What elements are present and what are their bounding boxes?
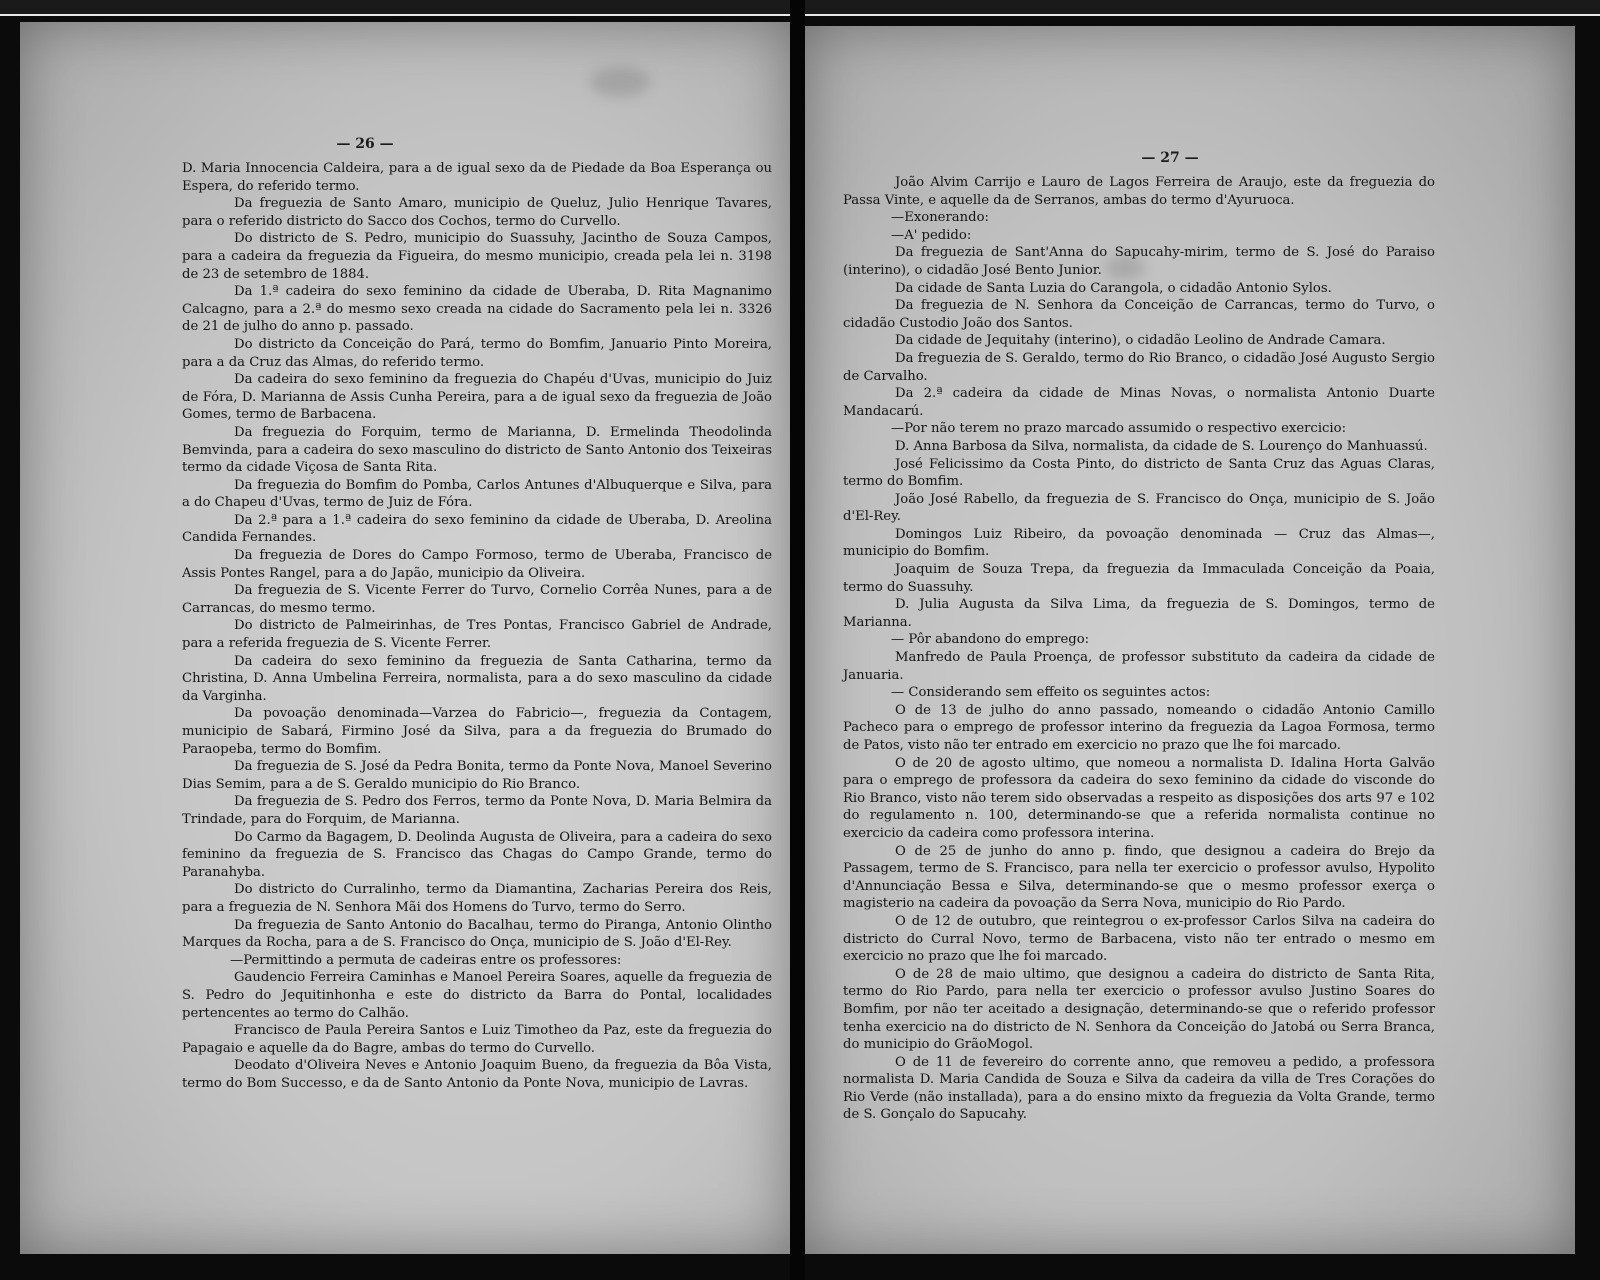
- paragraph: D. Maria Innocencia Caldeira, para a de igual sexo da de Piedade da Boa Esperança ou Espera, do referido termo.: [182, 161, 772, 194]
- paragraph: O de 20 de agosto ultimo, que nomeou a normalista D. Idalina Horta Galvão para o emprego de professora da cadeira do sexo feminino da cidade do visconde do Rio Branco, visto não terem sido observadas a respeito as disposições dos arts 97 e 102 do regulamento n. 100, determinando-se que a referida normalista continue no exercicio da cadeira como professora interina.: [843, 755, 1435, 841]
- paragraph: Da povoação denominada—Varzea do Fabricio—, freguezia da Contagem, municipio de Sabará, Firmino José da Silva, para a da freguezia do Brumado do Paraopeba, termo do Bomfim.: [182, 706, 772, 757]
- paragraph: Da cidade de Jequitahy (interino), o cidadão Leolino de Andrade Camara.: [895, 333, 1386, 349]
- paragraph: Do districto de Palmeirinhas, de Tres Pontas, Francisco Gabriel de Andrade, para a referida freguezia de S. Vicente Ferrer.: [182, 618, 772, 652]
- paragraph: Da freguezia do Bomfim do Pomba, Carlos Antunes d'Albuquerque e Silva, para a do Chapeu d'Uvas, termo de Juiz de Fóra.: [182, 477, 772, 511]
- paragraph: Da freguezia de S. Vicente Ferrer do Turvo, Cornelio Corrêa Nunes, para a de Carrancas, do mesmo termo.: [182, 583, 772, 616]
- paragraph: Da cadeira do sexo feminino da freguezia do Chapéu d'Uvas, municipio do Juiz de Fóra, D. Marianna de Assis Cunha Pereira, para a de igual sexo da freguezia de João Gomes, termo de Barbacena.: [182, 372, 772, 423]
- paragraph: D. Anna Barbosa da Silva, normalista, da cidade de S. Lourenço do Manhuassú.: [895, 438, 1428, 454]
- paragraph: D. Julia Augusta da Silva Lima, da freguezia de S. Domingos, termo de Marianna.: [843, 597, 1435, 630]
- paragraph: Da freguezia de Dores do Campo Formoso, termo de Uberaba, Francisco de Assis Pontes Rangel, para a do Japão, municipio da Oliveira.: [182, 548, 772, 581]
- paragraph: Da freguezia de Santo Amaro, municipio de Queluz, Julio Henrique Tavares, para o referido districto do Sacco dos Cochos, termo do Curvello.: [182, 196, 772, 229]
- paragraph: Da 2.ª cadeira da cidade de Minas Novas, o normalista Antonio Duarte Mandacarú.: [843, 386, 1435, 419]
- section-heading: —Permittindo a permuta de cadeiras entre os professores:: [230, 952, 622, 968]
- paragraph: O de 11 de fevereiro do corrente anno, que removeu a pedido, a professora normalista D. Maria Candida de Souza e Silva da cadeira da villa de Tres Corações do Rio Verde (não installada), para a do ensino mixto da freguezia da Volta Grande, termo de S. Gonçalo do Sapucahy.: [843, 1054, 1435, 1123]
- right-page: [805, 26, 1575, 1254]
- paragraph: Da freguezia de Sant'Anna do Sapucahy-mirim, termo de S. José do Paraiso (interino), o cidadão José Bento Junior.: [843, 245, 1435, 278]
- paper-stain: [590, 67, 650, 97]
- paragraph: Da freguezia do Forquim, termo de Marianna, D. Ermelinda Theodolinda Bemvinda, para a cadeira do sexo masculino do districto de Santo Antonio dos Teixeiras termo da cidade Viçosa de Santa Rita.: [182, 424, 772, 476]
- paragraph: Manfredo de Paula Proença, de professor substituto da cadeira da cidade de Januaria.: [843, 650, 1435, 683]
- section-heading: — Pôr abandono do emprego:: [891, 632, 1090, 648]
- paragraph: Deodato d'Oliveira Neves e Antonio Joaquim Bueno, da freguezia da Bôa Vista, termo do Bom Successo, e da de Santo Antonio da Ponte Nova, municipio de Lavras.: [182, 1058, 772, 1091]
- paragraph: Do districto de S. Pedro, municipio do Suassuhy, Jacintho de Souza Campos, para a cadeira da freguezia da Figueira, do mesmo municipio, creada pela lei n. 3198 de 23 de setembro de 1884.: [182, 231, 772, 282]
- paragraph: Joaquim de Souza Trepa, da freguezia da Immaculada Conceição da Poaia, termo do Suassuhy.: [843, 562, 1435, 595]
- left-text-block: [182, 160, 772, 1092]
- book-gutter: [790, 0, 805, 1280]
- section-heading: —Exonerando:: [891, 210, 989, 226]
- paragraph: Da cidade de Santa Luzia do Carangola, o cidadão Antonio Sylos.: [895, 280, 1332, 296]
- paragraph: Do Carmo da Bagagem, D. Deolinda Augusta de Oliveira, para a cadeira do sexo feminino da freguezia de S. Francisco das Chagas do Campo Grande, termo do Paranahyba.: [182, 829, 772, 880]
- left-page: [20, 22, 790, 1254]
- paragraph: Da 1.ª cadeira do sexo feminino da cidade de Uberaba, D. Rita Magnanimo Calcagno, para a 2.ª do mesmo sexo creada na cidade do Sacramento pela lei n. 3326 de 21 de julho do anno p. passado.: [182, 284, 772, 335]
- paragraph: Da freguezia de S. Pedro dos Ferros, termo da Ponte Nova, D. Maria Belmira da Trindade, para do Forquim, de Marianna.: [182, 794, 772, 827]
- paragraph: O de 12 de outubro, que reintegrou o ex-professor Carlos Silva na cadeira do districto do Curral Novo, termo de Barbacena, visto não ter entrado o mesmo em exercicio no prazo que lhe foi marcado.: [843, 913, 1435, 965]
- paragraph: Da 2.ª para a 1.ª cadeira do sexo feminino da cidade de Uberaba, D. Areolina Candida Fernandes.: [182, 512, 772, 546]
- section-heading: —Por não terem no prazo marcado assumido o respectivo exercicio:: [891, 421, 1347, 437]
- paragraph: Da freguezia de S. Geraldo, termo do Rio Branco, o cidadão José Augusto Sergio de Carvalho.: [843, 350, 1435, 384]
- paragraph: Do districto da Conceição do Pará, termo do Bomfim, Januario Pinto Moreira, para a da Cruz das Almas, do referido termo.: [182, 336, 772, 370]
- paragraph: Da freguezia de N. Senhora da Conceição de Carrancas, termo do Turvo, o cidadão Custodio João dos Santos.: [843, 298, 1435, 331]
- section-heading: —A' pedido:: [891, 227, 972, 243]
- page-number: — 26 —: [336, 136, 394, 152]
- right-text-block: [843, 174, 1435, 1124]
- paragraph: João José Rabello, da freguezia de S. Francisco do Onça, municipio de S. João d'El-Rey.: [843, 491, 1435, 525]
- paragraph: Do districto do Curralinho, termo da Diamantina, Zacharias Pereira dos Reis, para a freguezia de N. Senhora Mãi dos Homens do Turvo, termo do Serro.: [182, 882, 772, 915]
- page-number: — 27 —: [1141, 150, 1199, 166]
- paragraph: José Felicissimo da Costa Pinto, do districto de Santa Cruz das Aguas Claras, termo do Bomfim.: [843, 456, 1435, 490]
- paragraph: Gaudencio Ferreira Caminhas e Manoel Pereira Soares, aquelle da freguezia de S. Pedro do Jequitinhonha e este do districto da Barra do Pontal, localidades pertencentes ao termo do Calhão.: [182, 970, 772, 1021]
- paragraph: Domingos Luiz Ribeiro, da povoação denominada — Cruz das Almas—, municipio do Bomfim.: [843, 526, 1435, 560]
- paragraph: Francisco de Paula Pereira Santos e Luiz Timotheo da Paz, este da freguezia do Papagaio e aquelle da do Bagre, ambas do termo do Curvello.: [182, 1023, 772, 1056]
- paragraph: O de 25 de junho do anno p. findo, que designou a cadeira do Brejo da Passagem, termo de S. Francisco, para nella ter exercicio o professor avulso, Hypolito d'Annunciação Bessa e Silva, determinando-se que o mesmo professor exerça o magisterio na cadeira da povoação da Serra Nova, municipio do Rio Pardo.: [843, 843, 1435, 912]
- paragraph: João Alvim Carrijo e Lauro de Lagos Ferreira de Araujo, este da freguezia do Passa Vinte, e aquelle da de Serranos, ambas do termo d'Ayuruoca.: [843, 175, 1435, 208]
- paragraph: O de 13 de julho do anno passado, nomeando o cidadão Antonio Camillo Pacheco para o emprego de professor interino da freguezia da Lagoa Formosa, termo de Patos, visto não ter entrado em exercicio no prazo que lhe foi marcado.: [843, 702, 1435, 753]
- paragraph: Da cadeira do sexo feminino da freguezia de Santa Catharina, termo da Christina, D. Anna Umbelina Ferreira, normalista, para a do sexo masculino da cidade da Varginha.: [182, 653, 772, 704]
- paragraph: Da freguezia de S. José da Pedra Bonita, termo da Ponte Nova, Manoel Severino Dias Semim, para a de S. Geraldo municipio do Rio Branco.: [182, 759, 772, 792]
- paragraph: O de 28 de maio ultimo, que designou a cadeira do districto de Santa Rita, termo do Rio Pardo, para nella ter exercicio o professor avulso Justino Soares do Bomfim, por não ter aceitado a designação, determinando-se que o referido professor tenha exercicio na do districto de N. Senhora da Conceição do Jatobá ou Serra Branca, do municipio do GrãoMogol.: [843, 966, 1435, 1053]
- paragraph: Da freguezia de Santo Antonio do Bacalhau, termo do Piranga, Antonio Olintho Marques da Rocha, para a de S. Francisco do Onça, municipio de S. João d'El-Rey.: [182, 917, 772, 951]
- section-heading: — Considerando sem effeito os seguintes actos:: [891, 685, 1211, 701]
